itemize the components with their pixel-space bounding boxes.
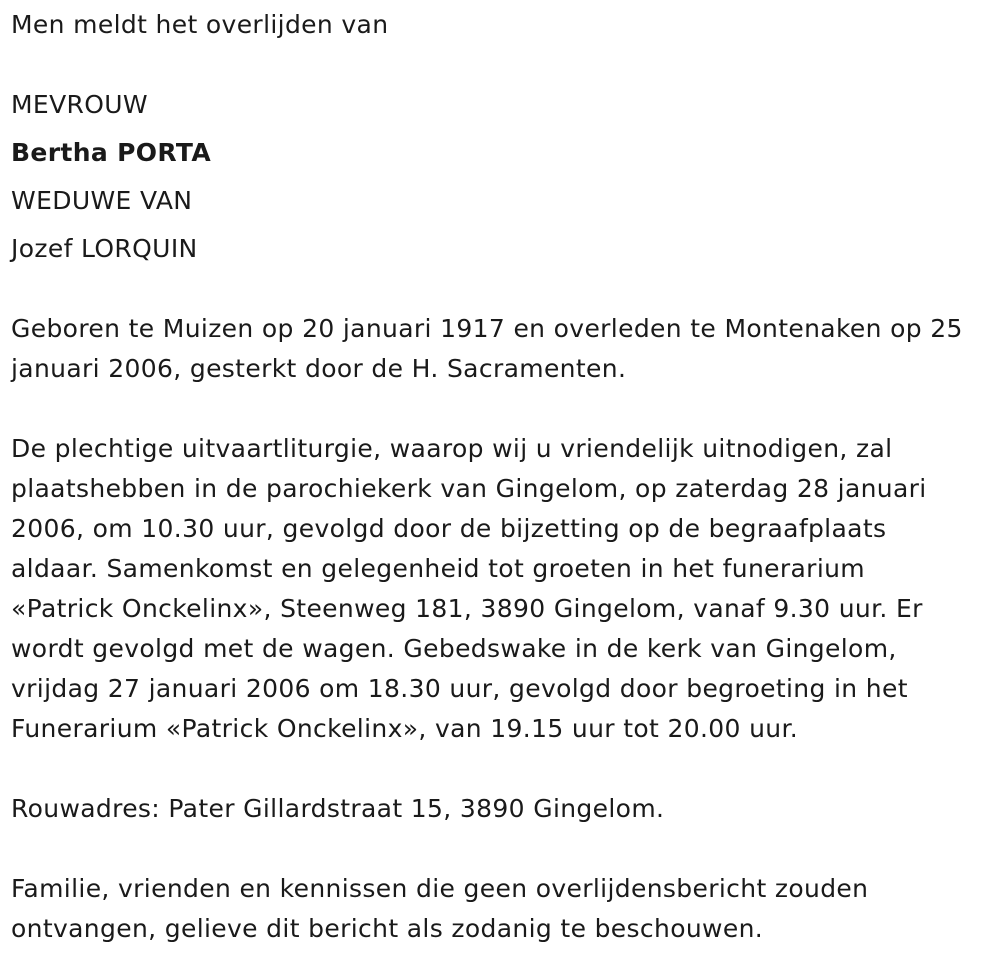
widow-label: WEDUWE VAN [11, 186, 193, 215]
closing-line: Familie, vrienden en kennissen die geen overlijdensbericht zouden [11, 874, 869, 903]
closing-line: ontvangen, gelieve dit bericht als zodanig te beschouwen. [11, 914, 764, 943]
funeral-line: De plechtige uitvaartliturgie, waarop wij u vriendelijk uitnodigen, zal [11, 434, 893, 463]
funeral-line: «Patrick Onckelinx», Steenweg 181, 3890 Gingelom, vanaf 9.30 uur. Er [11, 594, 923, 623]
funeral-line: wordt gevolgd met de wagen. Gebedswake in de kerk van Gingelom, [11, 634, 897, 663]
funeral-line: 2006, om 10.30 uur, gevolgd door de bijzetting op de begraafplaats [11, 514, 887, 543]
birth-death-line: Geboren te Muizen op 20 januari 1917 en overleden te Montenaken op 25 [11, 314, 963, 343]
funeral-line: aldaar. Samenkomst en gelegenheid tot groeten in het funerarium [11, 554, 866, 583]
deceased-name: Bertha PORTA [11, 138, 212, 167]
mourning-address: Rouwadres: Pater Gillardstraat 15, 3890 Gingelom. [11, 794, 665, 823]
birth-death-line: januari 2006, gesterkt door de H. Sacramenten. [11, 354, 627, 383]
spouse-name: Jozef LORQUIN [11, 234, 198, 263]
funeral-line: Funerarium «Patrick Onckelinx», van 19.15 uur tot 20.00 uur. [11, 714, 799, 743]
title-text: MEVROUW [11, 90, 148, 119]
funeral-line: vrijdag 27 januari 2006 om 18.30 uur, gevolgd door begroeting in het [11, 674, 908, 703]
funeral-line: plaatshebben in de parochiekerk van Gingelom, op zaterdag 28 januari [11, 474, 927, 503]
intro-text: Men meldt het overlijden van [11, 10, 389, 39]
